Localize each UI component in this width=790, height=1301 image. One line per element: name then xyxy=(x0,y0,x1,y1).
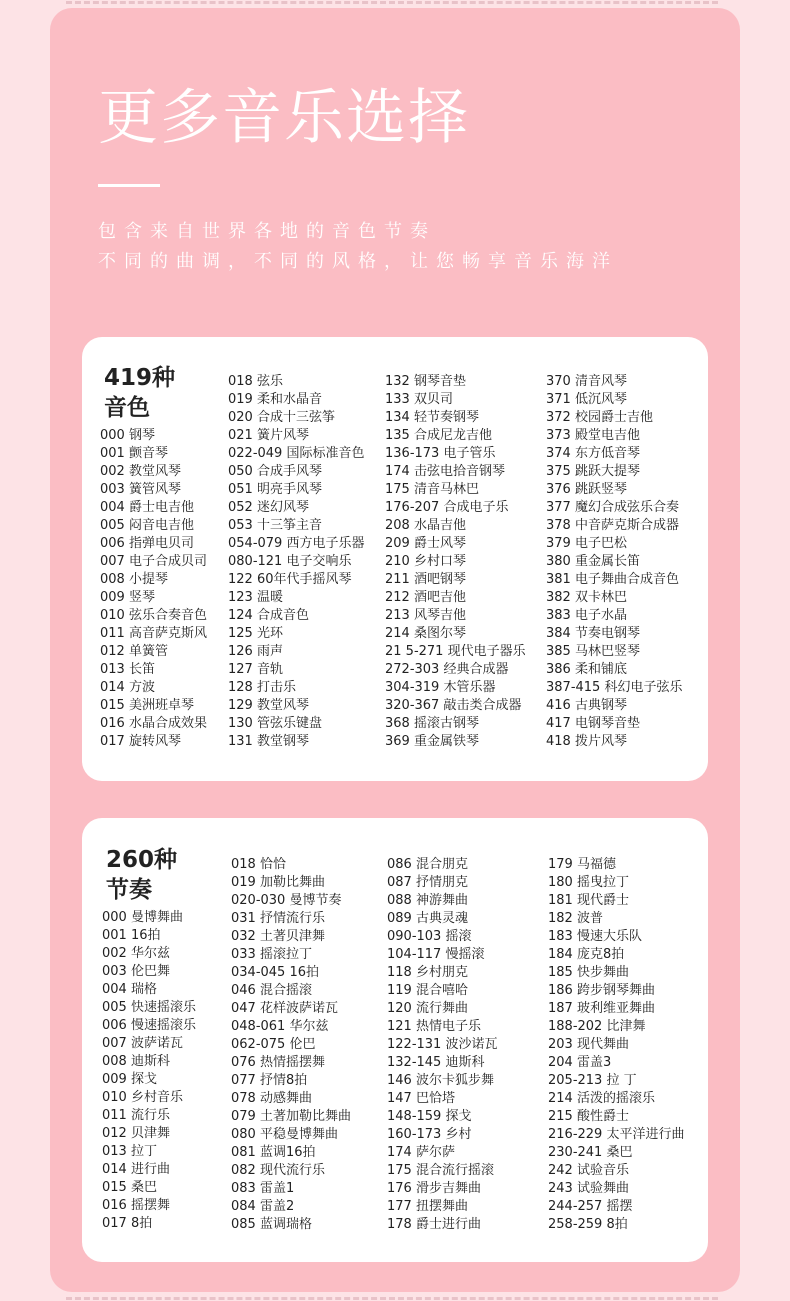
tone-item: 131 教堂钢琴 xyxy=(228,734,309,749)
rhythm-item: 178 爵士进行曲 xyxy=(387,1217,481,1232)
rhythm-item: 006 慢速摇滚乐 xyxy=(102,1018,196,1033)
tone-item: 417 电钢琴音垫 xyxy=(546,716,640,731)
rhythm-item: 182 波普 xyxy=(548,911,603,926)
rhythm-item: 090-103 摇滚 xyxy=(387,929,472,944)
rhythm-item: 122-131 波沙诺瓦 xyxy=(387,1037,498,1052)
tone-item: 134 轻节奏钢琴 xyxy=(385,410,479,425)
rhythm-item: 216-229 太平洋进行曲 xyxy=(548,1127,685,1142)
rhythm-item: 180 摇曳拉丁 xyxy=(548,875,629,890)
rhythm-item: 001 16拍 xyxy=(102,928,161,943)
tones-count: 419种 xyxy=(104,365,176,391)
rhythm-item: 215 酸性爵士 xyxy=(548,1109,629,1124)
top-dashed-border xyxy=(66,1,718,4)
tone-item: 003 簧管风琴 xyxy=(100,482,181,497)
tone-item: 016 水晶合成效果 xyxy=(100,716,207,731)
rhythm-item: 018 恰恰 xyxy=(231,857,286,872)
tone-item: 018 弦乐 xyxy=(228,374,283,389)
tone-item: 127 音轨 xyxy=(228,662,283,677)
rhythm-item: 258-259 8拍 xyxy=(548,1217,628,1232)
tone-item: 002 教堂风琴 xyxy=(100,464,181,479)
rhythm-item: 087 抒情朋克 xyxy=(387,875,468,890)
rhythm-item: 185 快步舞曲 xyxy=(548,965,629,980)
rhythm-item: 243 试验舞曲 xyxy=(548,1181,629,1196)
tone-item: 126 雨声 xyxy=(228,644,283,659)
rhythm-item: 016 摇摆舞 xyxy=(102,1198,170,1213)
rhythm-item: 008 迪斯科 xyxy=(102,1054,170,1069)
tone-item: 210 乡村口琴 xyxy=(385,554,466,569)
tone-item: 009 竖琴 xyxy=(100,590,155,605)
tone-item: 377 魔幻合成弦乐合奏 xyxy=(546,500,679,515)
rhythm-item: 034-045 16拍 xyxy=(231,965,319,980)
tone-item: 385 马林巴竖琴 xyxy=(546,644,640,659)
tone-item: 011 高音萨克斯风 xyxy=(100,626,207,641)
rhythms-column-4 xyxy=(548,856,684,1234)
tone-item: 006 指弹电贝司 xyxy=(100,536,194,551)
tone-item: 124 合成音色 xyxy=(228,608,309,623)
rhythm-item: 118 乡村朋克 xyxy=(387,965,468,980)
tone-item: 418 拨片风琴 xyxy=(546,734,627,749)
tone-item: 373 殿堂电吉他 xyxy=(546,428,640,443)
tone-item: 020 合成十三弦筝 xyxy=(228,410,335,425)
rhythms-column-3 xyxy=(387,856,497,1234)
tone-item: 214 桑图尔琴 xyxy=(385,626,466,641)
rhythm-item: 011 流行乐 xyxy=(102,1108,170,1123)
bottom-dashed-border xyxy=(66,1297,718,1300)
tone-item: 383 电子水晶 xyxy=(546,608,627,623)
subtitle-line-2: 不同的曲调，不同的风格，让您畅享音乐海洋 xyxy=(98,251,618,272)
rhythm-item: 160-173 乡村 xyxy=(387,1127,472,1142)
rhythm-item: 081 蓝调16拍 xyxy=(231,1145,316,1160)
rhythm-item: 184 庞克8拍 xyxy=(548,947,625,962)
rhythm-item: 010 乡村音乐 xyxy=(102,1090,183,1105)
rhythm-item: 181 现代爵士 xyxy=(548,893,629,908)
tone-item: 133 双贝司 xyxy=(385,392,453,407)
tone-item: 022-049 国际标准音色 xyxy=(228,446,365,461)
rhythm-item: 013 拉丁 xyxy=(102,1144,157,1159)
rhythm-item: 031 抒情流行乐 xyxy=(231,911,325,926)
rhythm-item: 019 加勒比舞曲 xyxy=(231,875,325,890)
tone-item: 051 明亮手风琴 xyxy=(228,482,322,497)
rhythm-item: 000 曼博舞曲 xyxy=(102,910,183,925)
rhythm-item: 014 进行曲 xyxy=(102,1162,170,1177)
rhythm-item: 214 活泼的摇滚乐 xyxy=(548,1091,655,1106)
rhythm-item: 004 瑞格 xyxy=(102,982,157,997)
tone-item: 054-079 西方电子乐器 xyxy=(228,536,365,551)
tone-item: 013 长笛 xyxy=(100,662,155,677)
tone-item: 005 闷音电吉他 xyxy=(100,518,194,533)
tone-item: 375 跳跃大提琴 xyxy=(546,464,640,479)
tone-item: 123 温暖 xyxy=(228,590,283,605)
tone-item: 174 击弦电拾音钢琴 xyxy=(385,464,505,479)
rhythm-item: 174 萨尔萨 xyxy=(387,1145,455,1160)
rhythm-item: 046 混合摇滚 xyxy=(231,983,312,998)
tone-item: 008 小提琴 xyxy=(100,572,168,587)
tone-item: 372 校园爵士吉他 xyxy=(546,410,653,425)
tone-item: 384 节奏电钢琴 xyxy=(546,626,640,641)
tone-item: 368 摇滚古钢琴 xyxy=(385,716,479,731)
rhythm-item: 188-202 比津舞 xyxy=(548,1019,646,1034)
rhythm-item: 176 滑步吉舞曲 xyxy=(387,1181,481,1196)
tone-item: 416 古典钢琴 xyxy=(546,698,627,713)
tone-item: 209 爵士风琴 xyxy=(385,536,466,551)
tone-item: 004 爵士电吉他 xyxy=(100,500,194,515)
rhythm-item: 003 伦巴舞 xyxy=(102,964,170,979)
tone-item: 080-121 电子交响乐 xyxy=(228,554,352,569)
rhythm-item: 062-075 伦巴 xyxy=(231,1037,316,1052)
rhythm-item: 078 动感舞曲 xyxy=(231,1091,312,1106)
tones-card xyxy=(82,337,708,781)
rhythms-count: 260种 xyxy=(106,847,178,873)
rhythm-item: 089 古典灵魂 xyxy=(387,911,468,926)
title-underline xyxy=(98,184,160,187)
rhythm-item: 086 混合朋克 xyxy=(387,857,468,872)
rhythm-item: 230-241 桑巴 xyxy=(548,1145,633,1160)
tone-item: 213 风琴吉他 xyxy=(385,608,466,623)
tone-item: 052 迷幻风琴 xyxy=(228,500,309,515)
page-title: 更多音乐选择 xyxy=(98,83,470,153)
tone-item: 135 合成尼龙吉他 xyxy=(385,428,492,443)
tone-item: 370 清音风琴 xyxy=(546,374,627,389)
rhythm-item: 203 现代舞曲 xyxy=(548,1037,629,1052)
rhythm-item: 132-145 迪斯科 xyxy=(387,1055,485,1070)
tone-item: 382 双卡林巴 xyxy=(546,590,627,605)
tone-item: 122 60年代手摇风琴 xyxy=(228,572,352,587)
tone-item: 387-415 科幻电子弦乐 xyxy=(546,680,683,695)
rhythm-item: 187 玻利维亚舞曲 xyxy=(548,1001,655,1016)
tone-item: 379 电子巴松 xyxy=(546,536,627,551)
rhythm-item: 120 流行舞曲 xyxy=(387,1001,468,1016)
rhythm-item: 015 桑巴 xyxy=(102,1180,157,1195)
tone-item: 015 美洲班卓琴 xyxy=(100,698,194,713)
rhythm-item: 088 神游舞曲 xyxy=(387,893,468,908)
rhythm-item: 009 探戈 xyxy=(102,1072,157,1087)
rhythm-item: 119 混合嘻哈 xyxy=(387,983,468,998)
rhythm-item: 204 雷盖3 xyxy=(548,1055,612,1070)
tones-column-1 xyxy=(100,427,207,751)
tone-item: 007 电子合成贝司 xyxy=(100,554,207,569)
tone-item: 129 教堂风琴 xyxy=(228,698,309,713)
tone-item: 128 打击乐 xyxy=(228,680,296,695)
tone-item: 21 5-271 现代电子器乐 xyxy=(385,644,526,659)
rhythm-item: 121 热情电子乐 xyxy=(387,1019,481,1034)
tone-item: 130 管弦乐键盘 xyxy=(228,716,322,731)
tone-item: 371 低沉风琴 xyxy=(546,392,627,407)
rhythm-item: 032 土著贝津舞 xyxy=(231,929,325,944)
rhythm-item: 083 雷盖1 xyxy=(231,1181,295,1196)
tone-item: 369 重金属铁琴 xyxy=(385,734,479,749)
rhythm-item: 020-030 曼博节奏 xyxy=(231,893,342,908)
tone-item: 021 簧片风琴 xyxy=(228,428,309,443)
tone-item: 320-367 敲击类合成器 xyxy=(385,698,522,713)
tone-item: 001 颤音琴 xyxy=(100,446,168,461)
rhythm-item: 242 试验音乐 xyxy=(548,1163,629,1178)
rhythm-item: 175 混合流行摇滚 xyxy=(387,1163,494,1178)
tone-item: 211 酒吧钢琴 xyxy=(385,572,466,587)
rhythm-item: 104-117 慢摇滚 xyxy=(387,947,485,962)
rhythm-item: 012 贝津舞 xyxy=(102,1126,170,1141)
rhythm-item: 186 跨步钢琴舞曲 xyxy=(548,983,655,998)
tone-item: 175 清音马林巴 xyxy=(385,482,479,497)
rhythm-item: 017 8拍 xyxy=(102,1216,153,1231)
tone-item: 017 旋转风琴 xyxy=(100,734,181,749)
rhythms-label: 节奏 xyxy=(106,877,152,903)
rhythm-item: 079 土著加勒比舞曲 xyxy=(231,1109,351,1124)
tone-item: 132 钢琴音垫 xyxy=(385,374,466,389)
rhythm-item: 007 波萨诺瓦 xyxy=(102,1036,183,1051)
rhythm-item: 047 花样波萨诺瓦 xyxy=(231,1001,338,1016)
tone-item: 014 方波 xyxy=(100,680,155,695)
rhythms-column-2 xyxy=(231,856,351,1234)
tone-item: 136-173 电子管乐 xyxy=(385,446,496,461)
rhythm-item: 080 平稳曼博舞曲 xyxy=(231,1127,338,1142)
tone-item: 381 电子舞曲合成音色 xyxy=(546,572,679,587)
rhythm-item: 005 快速摇滚乐 xyxy=(102,1000,196,1015)
tone-item: 304-319 木管乐器 xyxy=(385,680,496,695)
tone-item: 050 合成手风琴 xyxy=(228,464,322,479)
tone-item: 208 水晶吉他 xyxy=(385,518,466,533)
tones-label: 音色 xyxy=(104,395,150,421)
tone-item: 125 光环 xyxy=(228,626,283,641)
rhythm-item: 076 热情摇摆舞 xyxy=(231,1055,325,1070)
tone-item: 376 跳跃竖琴 xyxy=(546,482,627,497)
tone-item: 386 柔和铺底 xyxy=(546,662,627,677)
rhythm-item: 146 波尔卡狐步舞 xyxy=(387,1073,494,1088)
rhythms-column-1 xyxy=(102,909,196,1233)
tone-item: 380 重金属长笛 xyxy=(546,554,640,569)
rhythm-item: 183 慢速大乐队 xyxy=(548,929,642,944)
rhythm-item: 244-257 摇摆 xyxy=(548,1199,633,1214)
tone-item: 176-207 合成电子乐 xyxy=(385,500,509,515)
rhythms-card xyxy=(82,818,708,1262)
rhythm-item: 077 抒情8拍 xyxy=(231,1073,308,1088)
tone-item: 019 柔和水晶音 xyxy=(228,392,322,407)
rhythm-item: 002 华尔兹 xyxy=(102,946,170,961)
tone-item: 374 东方低音琴 xyxy=(546,446,640,461)
rhythm-item: 085 蓝调瑞格 xyxy=(231,1217,312,1232)
tone-item: 010 弦乐合奏音色 xyxy=(100,608,207,623)
tone-item: 212 酒吧吉他 xyxy=(385,590,466,605)
subtitle-line-1: 包含来自世界各地的音色节奏 xyxy=(98,221,436,242)
rhythm-item: 205-213 拉 丁 xyxy=(548,1073,637,1088)
tone-item: 012 单簧管 xyxy=(100,644,168,659)
rhythm-item: 084 雷盖2 xyxy=(231,1199,295,1214)
rhythm-item: 033 摇滚拉丁 xyxy=(231,947,312,962)
tone-item: 378 中音萨克斯合成器 xyxy=(546,518,679,533)
rhythm-item: 082 现代流行乐 xyxy=(231,1163,325,1178)
tone-item: 000 钢琴 xyxy=(100,428,155,443)
tones-column-4 xyxy=(546,373,682,751)
tones-column-3 xyxy=(385,373,526,751)
rhythm-item: 148-159 探戈 xyxy=(387,1109,472,1124)
rhythm-item: 048-061 华尔兹 xyxy=(231,1019,329,1034)
rhythm-item: 177 扭摆舞曲 xyxy=(387,1199,468,1214)
tones-column-2 xyxy=(228,373,364,751)
tone-item: 053 十三筝主音 xyxy=(228,518,322,533)
rhythm-item: 179 马福德 xyxy=(548,857,616,872)
tone-item: 272-303 经典合成器 xyxy=(385,662,509,677)
rhythm-item: 147 巴恰塔 xyxy=(387,1091,455,1106)
